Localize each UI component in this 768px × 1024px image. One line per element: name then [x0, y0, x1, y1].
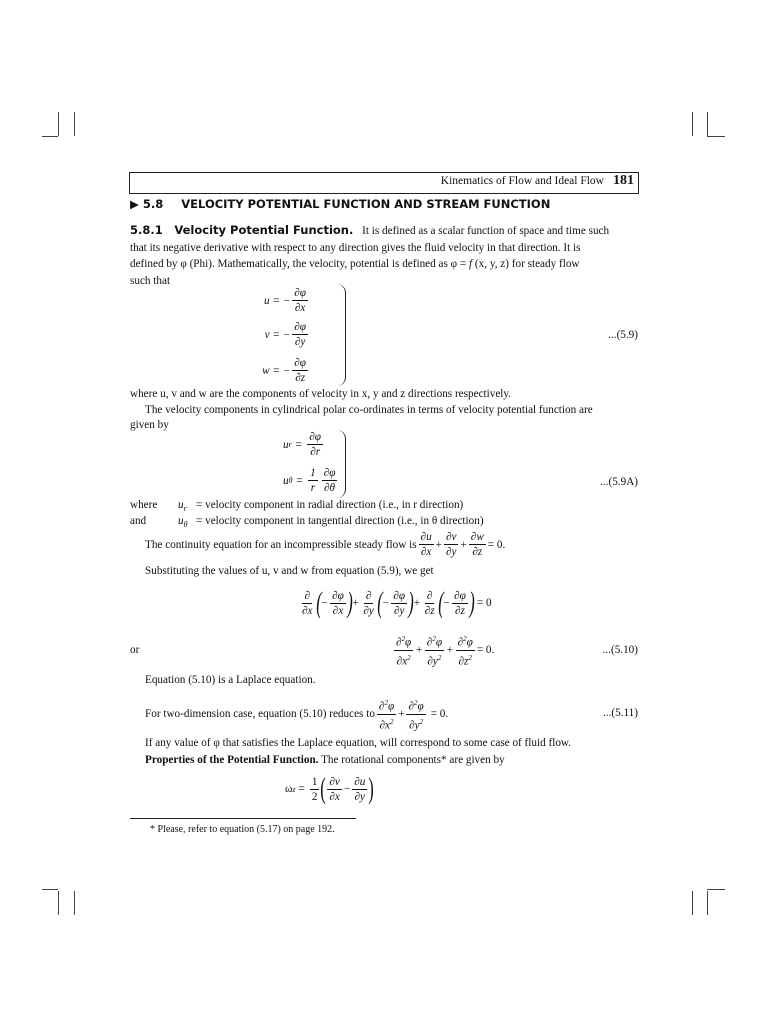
substituting-text: Substituting the values of u, v and w from equation (5.9), we get — [145, 565, 434, 577]
eq-den: ∂x — [294, 302, 306, 314]
footnote-rule — [130, 818, 356, 819]
omega-half-den: 2 — [311, 790, 318, 803]
continuity-line: The continuity equation for an incompressible steady flow is $\frac{\partial u}{\partial x}$ + $\frac{\partial v}{\partial y}$ + $\frac{\partial w}{\partial z}$ = 0. — [145, 531, 506, 558]
cylindrical-text-2: given by — [130, 419, 169, 431]
eq-num: ∂φ — [323, 467, 336, 479]
eq-den: ∂θ — [324, 482, 336, 494]
footnote: * Please, refer to equation (5.17) on page 192. — [150, 824, 335, 835]
defs-where: where — [130, 499, 158, 511]
continuity-text: The continuity equation for an incompressible steady flow is — [145, 538, 417, 551]
components-text: where u, v and w are the components of velocity in x, y and z directions respectively. — [130, 388, 512, 400]
section-arrow-icon: ▶ — [130, 197, 143, 211]
eq-label-5-9: ...(5.9) — [608, 329, 638, 341]
para-line-3c: (x, y, z) for steady flow — [472, 258, 580, 270]
running-title: Kinematics of Flow and Ideal Flow — [440, 175, 604, 187]
eq-den: ∂z — [295, 372, 306, 384]
eq-den: ∂r — [310, 446, 321, 458]
eq-label-5-9a: ...(5.9A) — [600, 476, 638, 488]
eq-w-lhs: w = − — [262, 364, 291, 377]
subsection-paragraph — [130, 222, 640, 289]
eq-u-lhs: u = − — [263, 294, 291, 307]
subsection-number: 5.8.1 — [130, 223, 163, 237]
para-line-4: such that — [130, 274, 171, 287]
eq-den: ∂y — [294, 336, 306, 348]
eq-num: ∂φ — [294, 357, 306, 369]
eq-or: or — [130, 644, 140, 656]
eq-den: r — [310, 482, 316, 494]
subsection-title: Velocity Potential Function. — [174, 223, 354, 237]
definitions — [130, 497, 650, 529]
substituted-equation: $\frac{\partial}{\partial x}$ ( − $\frac{\partial\varphi}{\partial x}$ ) + $\frac{\partial}{\partial y}$ ( − $\frac{\partial\varphi}{\partial y}$ ) + $\frac{\partial}{\partial z}$ ( − $\frac{\partial\varphi}{\partial z}$ ) = 0 — [302, 586, 492, 619]
eq-label-5-11: ...(5.11) — [602, 707, 638, 719]
eq-label-5-10: ...(5.10) — [602, 644, 638, 656]
eq-v-lhs: v = − — [264, 328, 291, 341]
flow-text: If any value of φ that satisfies the Laplace equation, will correspond to some case of fluid flow. — [145, 737, 572, 749]
omega-symbol: ω — [285, 783, 293, 795]
omega-sub: z — [292, 784, 296, 794]
para-line-3b: f — [469, 258, 473, 270]
eq-ur-sub: r — [288, 440, 292, 449]
section-title: VELOCITY POTENTIAL FUNCTION AND STREAM FUNCTION — [181, 197, 551, 211]
eq-tail: = 0. — [430, 708, 449, 721]
eq511-text: For two-dimension case, equation (5.10) reduces to — [145, 708, 375, 721]
para-line-3a: defined by φ (Phi). Mathematically, the velocity, potential is defined as φ = — [130, 258, 470, 270]
defs-ur: = velocity component in radial direction (i.e., in r direction) — [196, 499, 464, 511]
eq-num: ∂φ — [294, 321, 306, 333]
eq-num: ∂φ — [309, 431, 321, 443]
laplace-text: Equation (5.10) is a Laplace equation. — [145, 674, 316, 686]
section-number: 5.8 — [142, 197, 164, 211]
defs-ut-symbol: $u_\theta$ — [178, 515, 188, 530]
properties-text: The rotational components* are given by — [321, 754, 505, 766]
eq-ur: u — [283, 438, 289, 451]
brace — [337, 284, 346, 386]
defs-ur-symbol: $u_r$ — [178, 499, 187, 514]
eq-num: 1 — [310, 467, 316, 479]
brace — [337, 430, 346, 498]
para-line-1: It is defined as a scalar function of space and time such — [362, 225, 610, 237]
properties-line — [145, 752, 505, 769]
eq-ut: u — [283, 474, 289, 487]
cylindrical-text-1: The velocity components in cylindrical polar co-ordinates in terms of velocity potential function are — [145, 404, 593, 416]
defs-and: and — [130, 515, 147, 527]
eq-tail: = 0. — [476, 644, 495, 657]
omega-equation: ω z = $\frac{1}{2}$ ( $\frac{\partial v}{\partial x}$ − $\frac{\partial u}{\partial y}$ ) — [285, 772, 375, 805]
eq-num: ∂φ — [294, 287, 306, 299]
properties-heading: Properties of the Potential Function. — [145, 754, 319, 766]
defs-ut: = velocity component in tangential direction (i.e., in θ direction) — [196, 515, 484, 527]
running-header — [129, 172, 639, 194]
para-line-2: that its negative derivative with respect to any direction gives the fluid velocity in that direction. It is — [130, 241, 581, 254]
continuity-tail: = 0. — [487, 538, 506, 551]
omega-half-num: 1 — [311, 775, 318, 788]
section-heading — [130, 197, 550, 211]
page-number: 181 — [613, 173, 634, 188]
eq-ut-sub: θ — [288, 476, 293, 485]
